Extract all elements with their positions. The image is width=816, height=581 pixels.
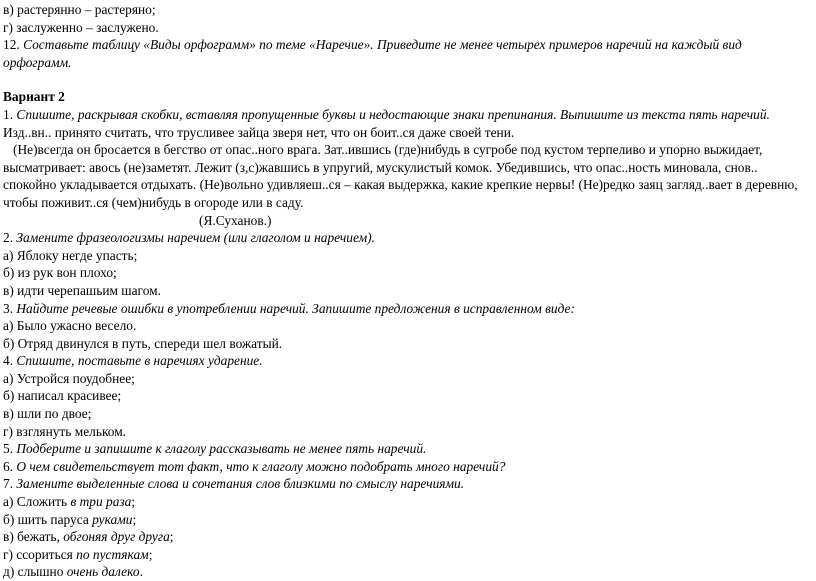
task-instruction: Составьте таблицу «Виды орфограмм» по теме «Наречие». Приведите не менее четырех примеров наречий на каждый вид орфограмм. [3,37,742,70]
list-item: а) Было ужасно весело. [3,318,137,334]
task-instruction: Подберите и запишите к глаголу рассказывать не менее пять наречий. [16,441,427,457]
list-item [3,528,812,546]
text-line: г) заслуженно – заслужено. [3,19,159,35]
text-paragraph-line: чтобы поживит..ся (чем)нибудь в огороде или в саду. [3,194,304,210]
task-3 [3,300,812,318]
list-item: б) Отряд двинулся в путь, спереди шел вожатый. [3,335,283,351]
task-instruction: Спишите, поставьте в наречиях ударение. [16,353,263,369]
list-item: в) шли по двое; [3,406,92,422]
task-instruction: О чем свидетельствует тот факт, что к глаголу можно подобрать много наречий? [16,458,506,474]
task-5 [3,440,812,458]
list-item-punct: ; [169,529,174,545]
task-4 [3,352,812,370]
list-item-punct: ; [131,494,136,510]
text-paragraph-line: спокойно укладывается отдыхать. (Не)вольно удивляеш..ся – какая выдержка, какие крепкие нервы! (Не)редко заяц загляд..вает в деревню, [3,177,798,193]
task-instruction: Найдите речевые ошибки в употреблении наречий. Запишите предложения в исправленном виде: [16,300,575,316]
list-item: а) Устройся поудобнее; [3,370,135,386]
list-item-text: а) Сложить [3,494,71,510]
task-7 [3,475,812,493]
highlighted-phrase: по пустякам [76,546,149,562]
highlighted-phrase: руками [92,511,133,527]
list-item [3,511,812,529]
list-item-punct: ; [148,546,153,562]
list-item-text: г) ссориться [3,546,77,562]
list-item: а) Яблоку негде упасть; [3,247,138,263]
list-item: б) написал красивее; [3,388,122,404]
list-item: б) из рук вон плохо; [3,265,117,281]
text-line: в) растерянно – растеряно; [3,2,156,17]
task-12 [3,36,812,71]
text-paragraph-line: (Не)всегда он бросается в бегство от опас..ного врага. Зат..ившись (где)нибудь в сугробе под кустом терпеливо и упорно выжидает, [13,142,763,158]
task-instruction: Спишите, раскрывая скобки, вставляя пропущенные буквы и недостающие знаки препинания. Выпишите из текста пять наречий. [16,106,770,122]
highlighted-phrase: обгоняя друг друга [63,529,170,545]
task-number: 2. [3,230,17,246]
spacer [3,71,812,88]
highlighted-phrase: очень далеко [66,564,140,580]
highlighted-phrase: в три раза [70,494,132,510]
text-paragraph-line: высматривает: авось (не)заметят. Лежит (з,с)жавшись в упругий, мускулистый комок. Убедившись, что опас..ность миновала, снов.. [3,159,758,175]
task-6 [3,458,812,476]
task-number: 4. [3,353,17,369]
task-number: 7. [3,476,17,492]
task-instruction: Замените фразеологизмы наречием (или глаголом и наречием). [16,230,375,246]
task-number: 1. [3,106,17,122]
list-item-punct: ; [132,511,137,527]
list-item-text: д) слышно [3,564,67,580]
task-number: 3. [3,300,17,316]
task-number: 5. [3,441,17,457]
text-paragraph-line: Изд..вн.. принято считать, что трусливее зайца зверя нет, что он боит..ся даже своей тени. [3,124,515,140]
list-item-text: в) бежать, [3,529,64,545]
list-item: г) взглянуть мельком. [3,423,127,439]
list-item-text: б) шить паруса [3,511,93,527]
list-item-punct: . [139,564,143,580]
task-number: 12. [3,37,24,53]
list-item [3,563,812,581]
task-number: 6. [3,458,17,474]
list-item [3,493,812,511]
variant-title: Вариант 2 [3,89,65,105]
task-instruction: Замените выделенные слова и сочетания слов близкими по смыслу наречиями. [16,476,465,492]
task-2 [3,229,812,247]
list-item [3,546,812,564]
text-author: (Я.Суханов.) [199,212,272,228]
task-1 [3,106,812,124]
list-item: в) идти черепашьим шагом. [3,282,161,298]
